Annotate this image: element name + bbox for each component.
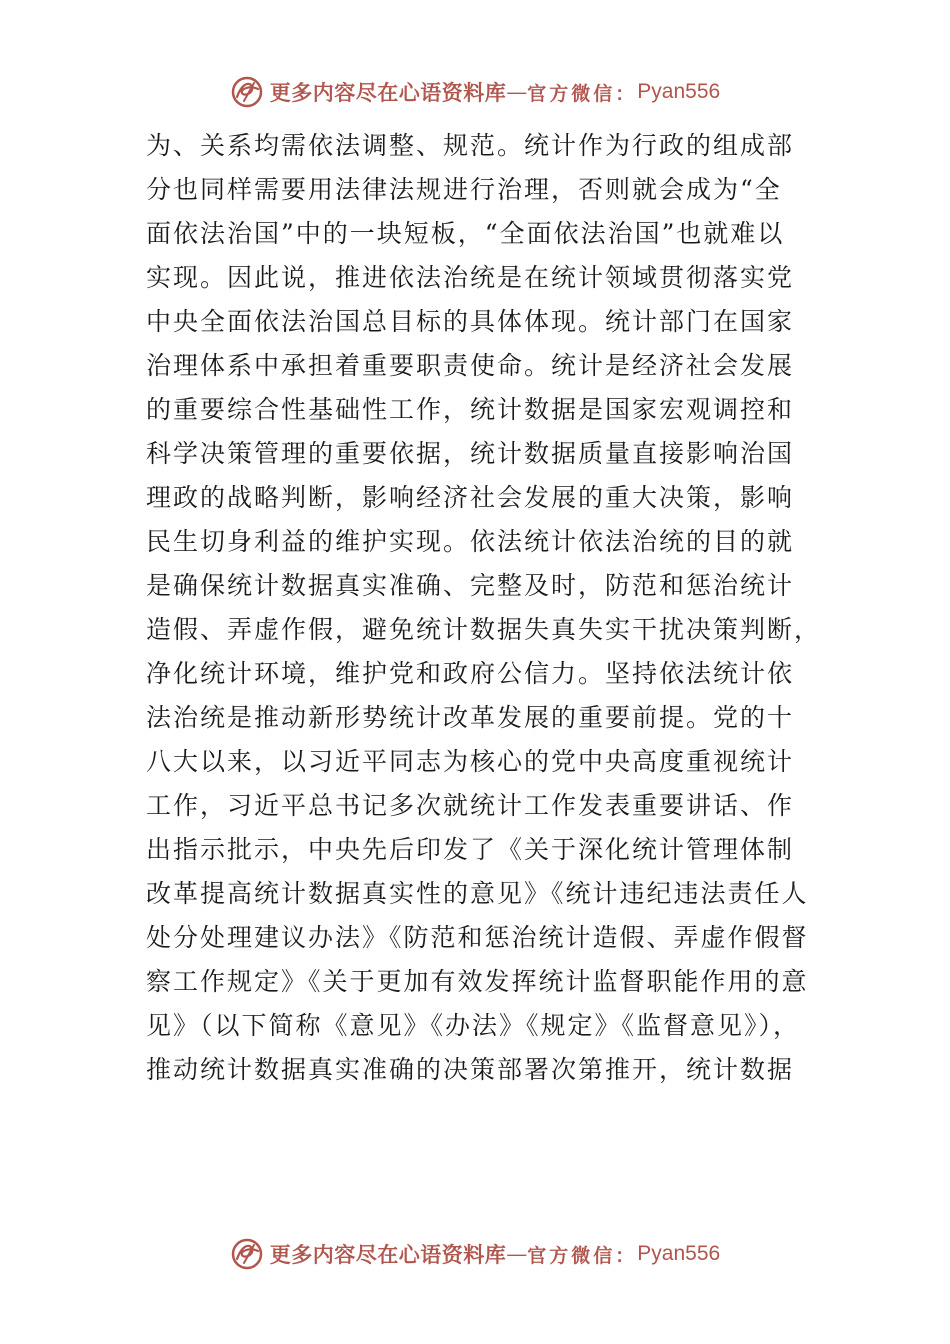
banner-wechat-id: Pyan556 <box>637 80 721 103</box>
text-line: 出指示批示，中央先后印发了《关于深化统计管理体制 <box>146 835 795 864</box>
banner-wechat-label: 官方微信： <box>527 1244 638 1267</box>
text-line: 造假、弄虚作假，避免统计数据失真失实干扰决策判断， <box>146 615 822 644</box>
text-line: 处分处理建议办法》《防范和惩治统计造假、弄虚作假督 <box>146 923 809 952</box>
signature-logo-icon <box>230 1237 264 1271</box>
text-line: 科学决策管理的重要依据，统计数据质量直接影响治国 <box>146 439 795 468</box>
banner-wechat-id: Pyan556 <box>637 1242 721 1265</box>
footer-banner <box>0 1234 950 1274</box>
text-line: 推动统计数据真实准确的决策部署次第推开，统计数据 <box>146 1055 795 1084</box>
text-line: 为、关系均需依法调整、规范。统计作为行政的组成部 <box>146 131 795 160</box>
text-line: 八大以来，以习近平同志为核心的党中央高度重视统计 <box>146 747 795 776</box>
text-line: 的重要综合性基础性工作，统计数据是国家宏观调控和 <box>146 395 795 424</box>
text-line: 改革提高统计数据真实性的意见》《统计违纪违法责任人 <box>146 879 809 908</box>
text-line: 理政的战略判断，影响经济社会发展的重大决策，影响 <box>146 483 795 512</box>
banner-main-text: 更多内容尽在心语资料库 <box>269 1242 507 1267</box>
text-line: 分也同样需要用法律法规进行治理，否则就会成为“全 <box>146 175 782 204</box>
header-banner <box>0 72 950 112</box>
banner-wechat-label: 官方微信： <box>527 82 638 105</box>
text-line: 中央全面依法治国总目标的具体体现。统计部门在国家 <box>146 307 795 336</box>
text-line: 工作，习近平总书记多次就统计工作发表重要讲话、作 <box>146 791 795 820</box>
text-line: 是确保统计数据真实准确、完整及时，防范和惩治统计 <box>146 571 795 600</box>
text-line: 民生切身利益的维护实现。依法统计依法治统的目的就 <box>146 527 795 556</box>
banner-separator: — <box>506 80 528 104</box>
signature-logo-icon <box>230 75 264 109</box>
text-line: 法治统是推动新形势统计改革发展的重要前提。党的十 <box>146 703 795 732</box>
text-line: 见》（以下简称《意见》《办法》《规定》《监督意见》）， <box>146 1011 801 1040</box>
banner-main-text: 更多内容尽在心语资料库 <box>269 80 507 105</box>
banner-separator: — <box>506 1242 528 1266</box>
text-line: 察工作规定》《关于更加有效发挥统计监督职能作用的意 <box>146 967 809 996</box>
text-line: 实现。因此说，推进依法治统是在统计领域贯彻落实党 <box>146 263 795 292</box>
text-line: 净化统计环境，维护党和政府公信力。坚持依法统计依 <box>146 659 795 688</box>
text-line: 面依法治国”中的一块短板，“全面依法治国”也就难以 <box>146 219 785 248</box>
text-line: 治理体系中承担着重要职责使命。统计是经济社会发展 <box>146 351 795 380</box>
document-body <box>146 124 822 1092</box>
